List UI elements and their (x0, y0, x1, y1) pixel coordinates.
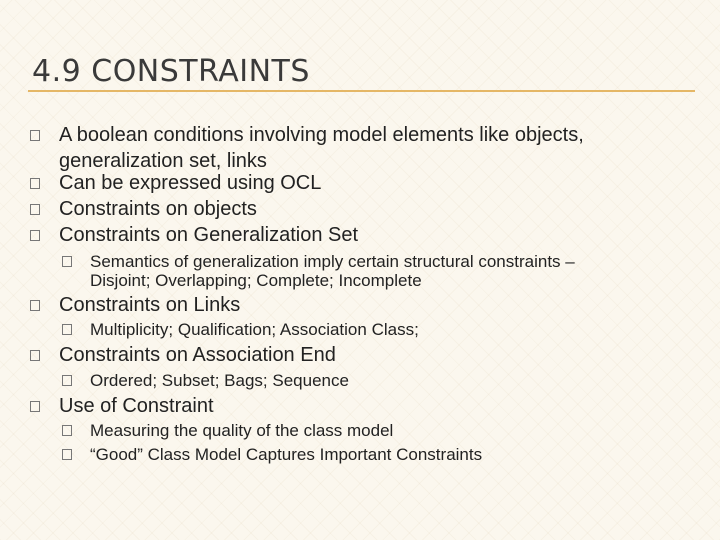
bullet-box-icon (62, 256, 72, 267)
sub-bullet-item (62, 445, 482, 464)
bullet-text: Multiplicity; Qualification; Association Class; (90, 320, 419, 339)
bullet-text: “Good” Class Model Captures Important Constraints (90, 445, 483, 464)
bullet-text: Constraints on Association End (59, 344, 336, 366)
bullet-text (59, 122, 584, 174)
bullet-item (30, 292, 240, 318)
bullet-box-icon (62, 375, 72, 386)
bullet-text-line: Semantics of generalization imply certain structural constraints – (90, 252, 575, 271)
bullet-box-icon (62, 324, 72, 335)
bullet-box-icon (30, 401, 40, 412)
bullet-text-line: A boolean conditions involving model elements like objects, (59, 124, 584, 146)
bullet-box-icon (30, 300, 40, 311)
bullet-item (30, 170, 321, 196)
bullet-box-icon (30, 230, 40, 241)
sub-bullet-item (62, 320, 419, 339)
bullet-text: Constraints on objects (59, 198, 257, 220)
bullet-item (30, 196, 257, 222)
bullet-text: Constraints on Generalization Set (59, 224, 359, 246)
bullet-text-line: Disjoint; Overlapping; Complete; Incomplete (90, 271, 422, 290)
bullet-box-icon (62, 425, 72, 436)
bullet-box-icon (30, 178, 40, 189)
bullet-text: Constraints on Links (59, 294, 241, 316)
bullet-text (90, 252, 575, 290)
bullet-text: Ordered; Subset; Bags; Sequence (90, 371, 349, 390)
slide-title: 4.9 CONSTRAINTS (32, 54, 310, 89)
bullet-box-icon (62, 449, 72, 460)
bullet-item (30, 122, 584, 174)
bullet-box-icon (30, 350, 40, 361)
bullet-text: Use of Constraint (59, 395, 214, 417)
bullet-item (30, 342, 336, 368)
sub-bullet-item (62, 252, 575, 290)
bullet-item (30, 222, 358, 248)
bullet-box-icon (30, 204, 40, 215)
bullet-item (30, 393, 214, 419)
bullet-text: Measuring the quality of the class model (90, 421, 394, 440)
bullet-box-icon (30, 130, 40, 141)
sub-bullet-item (62, 421, 393, 440)
bullet-text: Can be expressed using OCL (59, 172, 322, 194)
sub-bullet-item (62, 371, 349, 390)
bullet-text-line: generalization set, links (59, 150, 267, 172)
